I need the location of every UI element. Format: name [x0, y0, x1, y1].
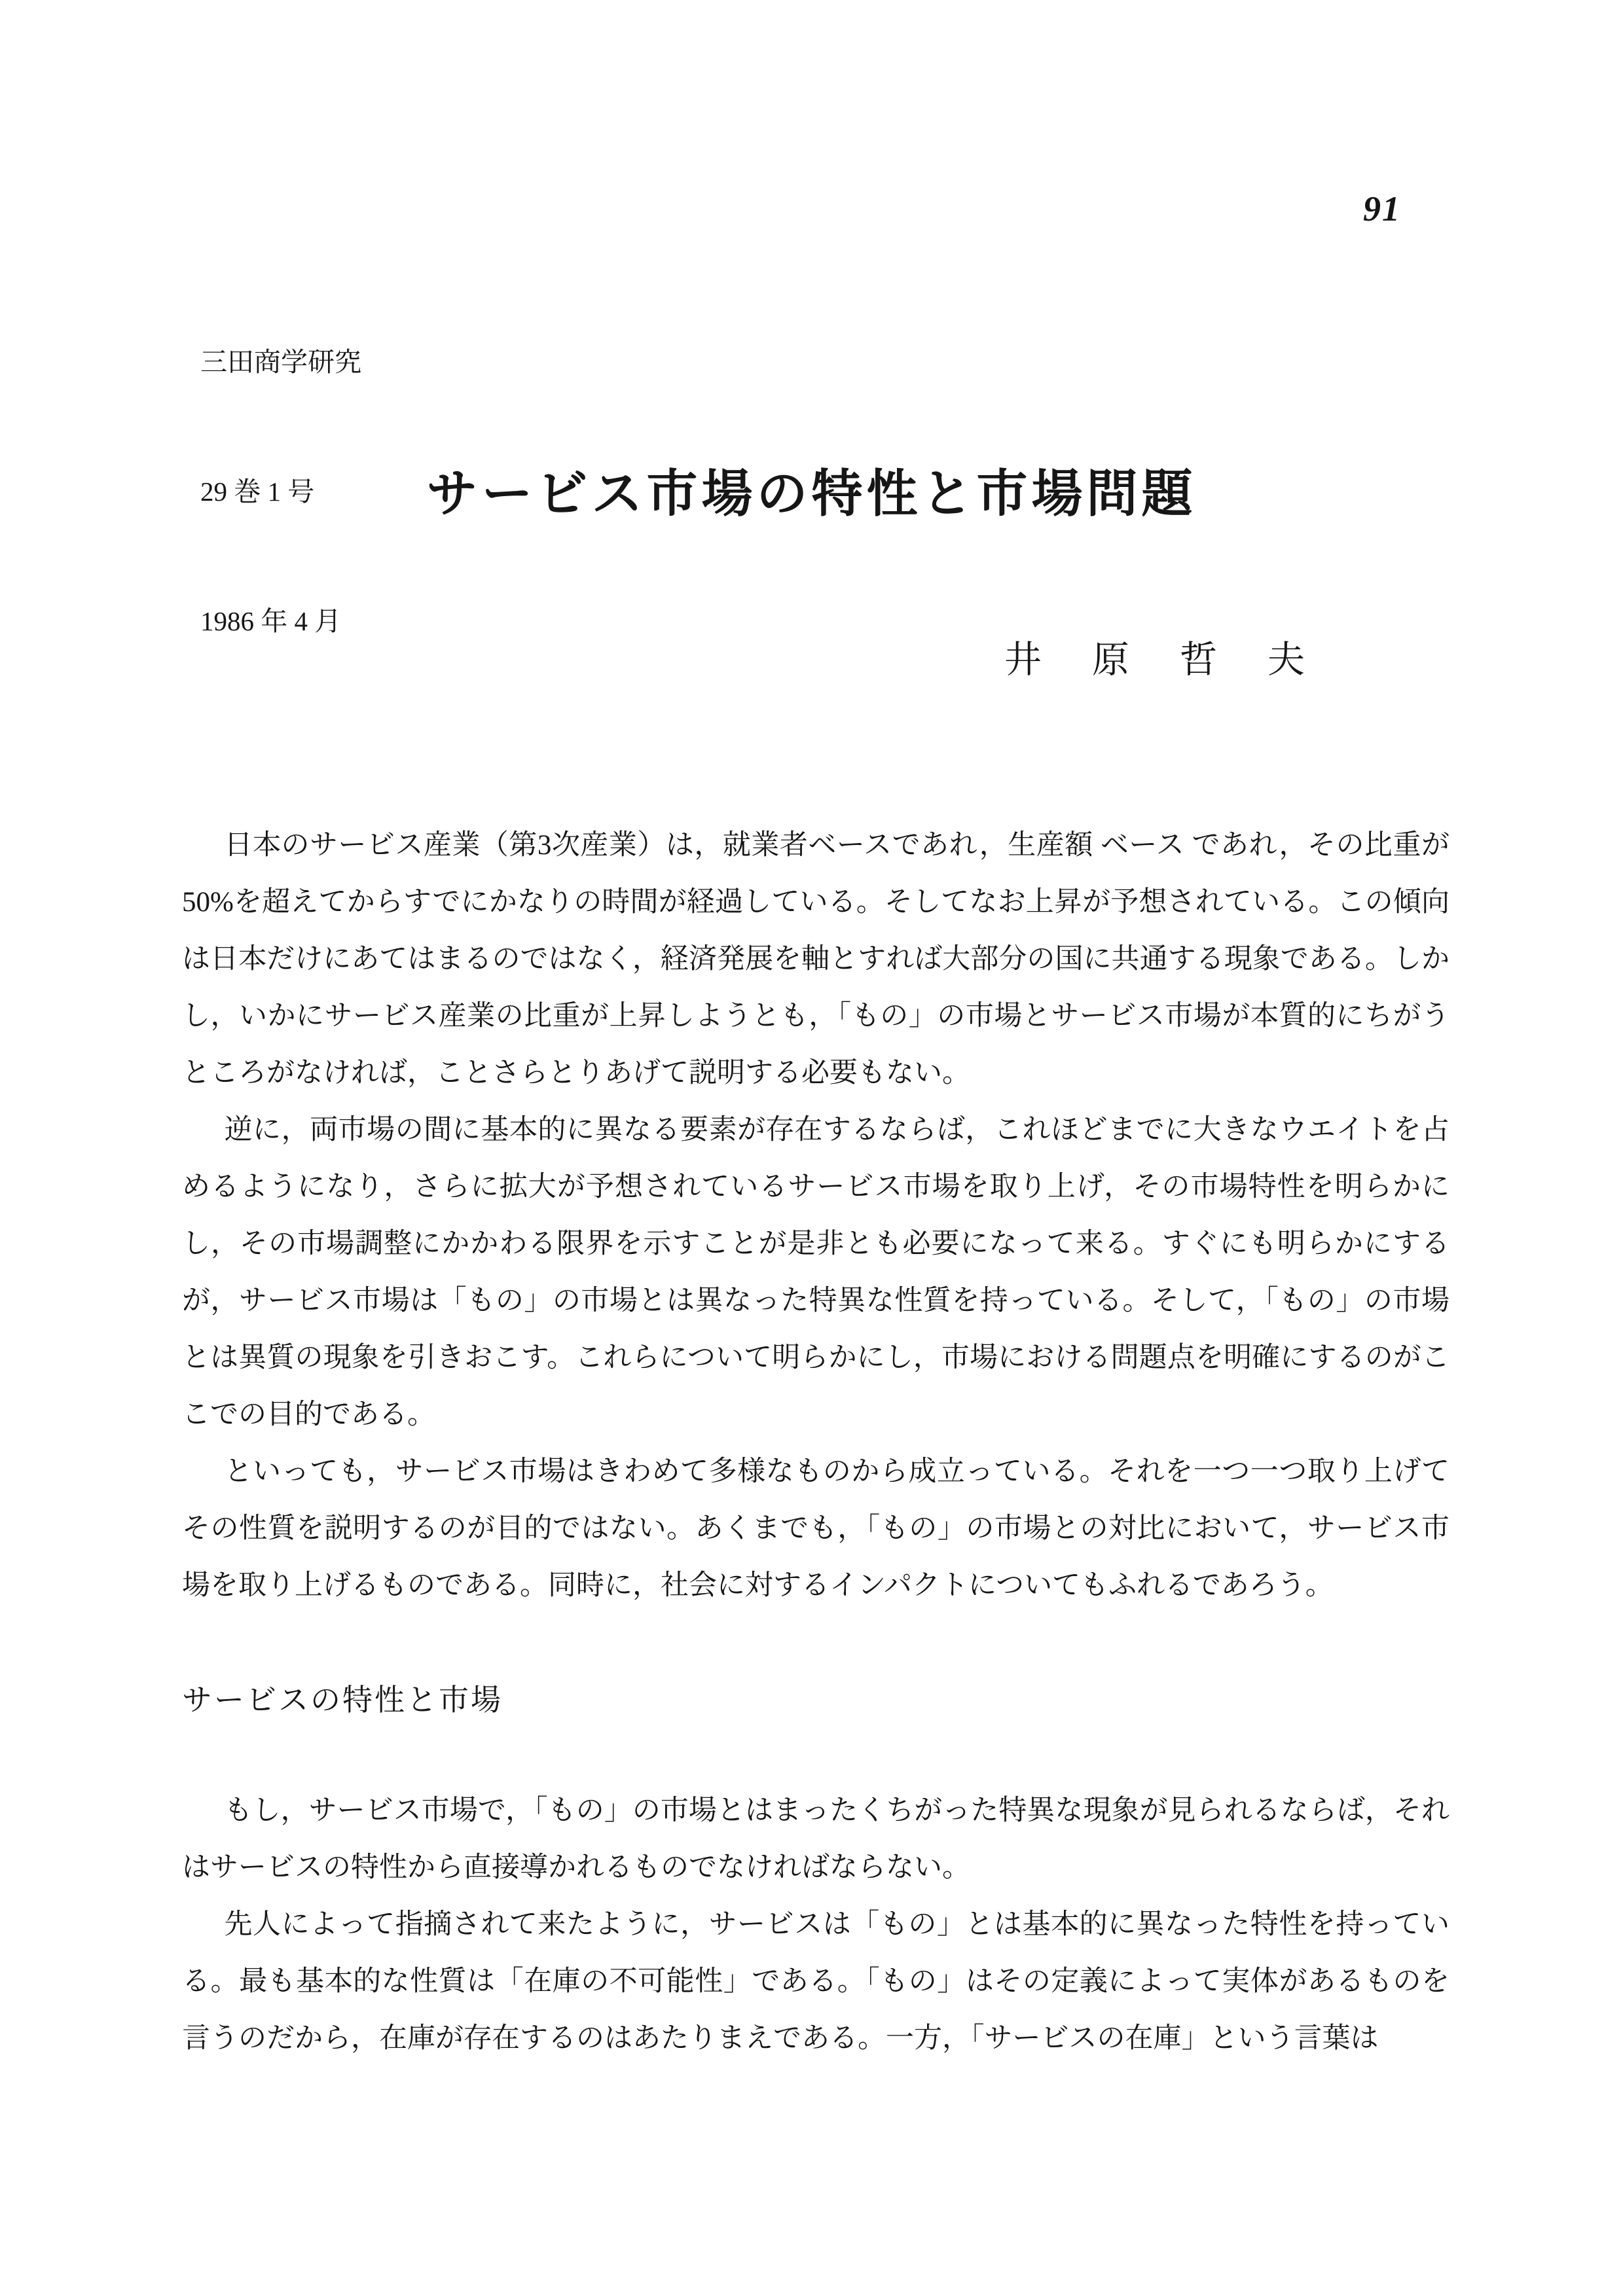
- paragraph-section-1: もし，サービス市場で，「もの」の市場とはまったくちがった特異な現象が見られるならば，それはサービスの特性から直接導かれるものでなければならない。: [182, 1795, 1450, 1883]
- article-author: 井 原 哲 夫: [1004, 639, 1311, 681]
- article-title: サービス市場の特性と市場問題: [426, 465, 1197, 522]
- paragraph-intro-2: 逆に，両市場の間に基本的に異なる要素が存在するならば，これほどまでに大きなウエイトを占めるようになり，さらに拡大が予想されているサービス市場を取り上げ，その市場特性を明らかにし，その市場調整にかかわる限界を示すことが是非とも必要になって来る。すぐにも明らかにするが，サービス市場は「もの」の市場とは異なった特異な性質を持っている。そして，「もの」の市場とは異質の現象を引きおこす。これらについて明らかにし，市場における問題点を明確にするのがここでの目的である。: [182, 1115, 1450, 1430]
- section-heading: サービスの特性と市場: [182, 1683, 503, 1717]
- paragraph-intro-1: 日本のサービス産業（第3次産業）は，就業者ベースであれ，生産額 ベース であれ，その比重が50%を超えてからすでにかなりの時間が経過している。そしてなお上昇が予想されている。この傾向は日本だけにあてはまるのではなく，経済発展を軸とすれば大部分の国に共通する現象である。しかし，いかにサービス産業の比重が上昇しようとも，「もの」の市場とサービス市場が本質的にちがうところがなければ，ことさらとりあげて説明する必要もない。: [182, 830, 1450, 1088]
- page-number: 91: [1363, 189, 1401, 228]
- paragraph-intro-3: といっても，サービス市場はきわめて多様なものから成立っている。それを一つ一つ取り上げてその性質を説明するのが目的ではない。あくまでも，「もの」の市場との対比において，サービス市場を取り上げるものである。同時に，社会に対するインパクトについてもふれるであろう。: [182, 1456, 1450, 1601]
- paragraph-section-2: 先人によって指摘されて来たように，サービスは「もの」とは基本的に異なった特性を持っている。最も基本的な性質は「在庫の不可能性」である。「もの」はその定義によって実体があるものを言うのだから，在庫が存在するのはあたりまえである。一方，「サービスの在庫」という言葉は: [182, 1909, 1450, 2054]
- journal-issue: 29 巻 1 号: [200, 476, 315, 507]
- journal-date: 1986 年 4 月: [200, 606, 342, 636]
- journal-name: 三田商学研究: [200, 347, 361, 377]
- article-body: [182, 817, 1450, 2067]
